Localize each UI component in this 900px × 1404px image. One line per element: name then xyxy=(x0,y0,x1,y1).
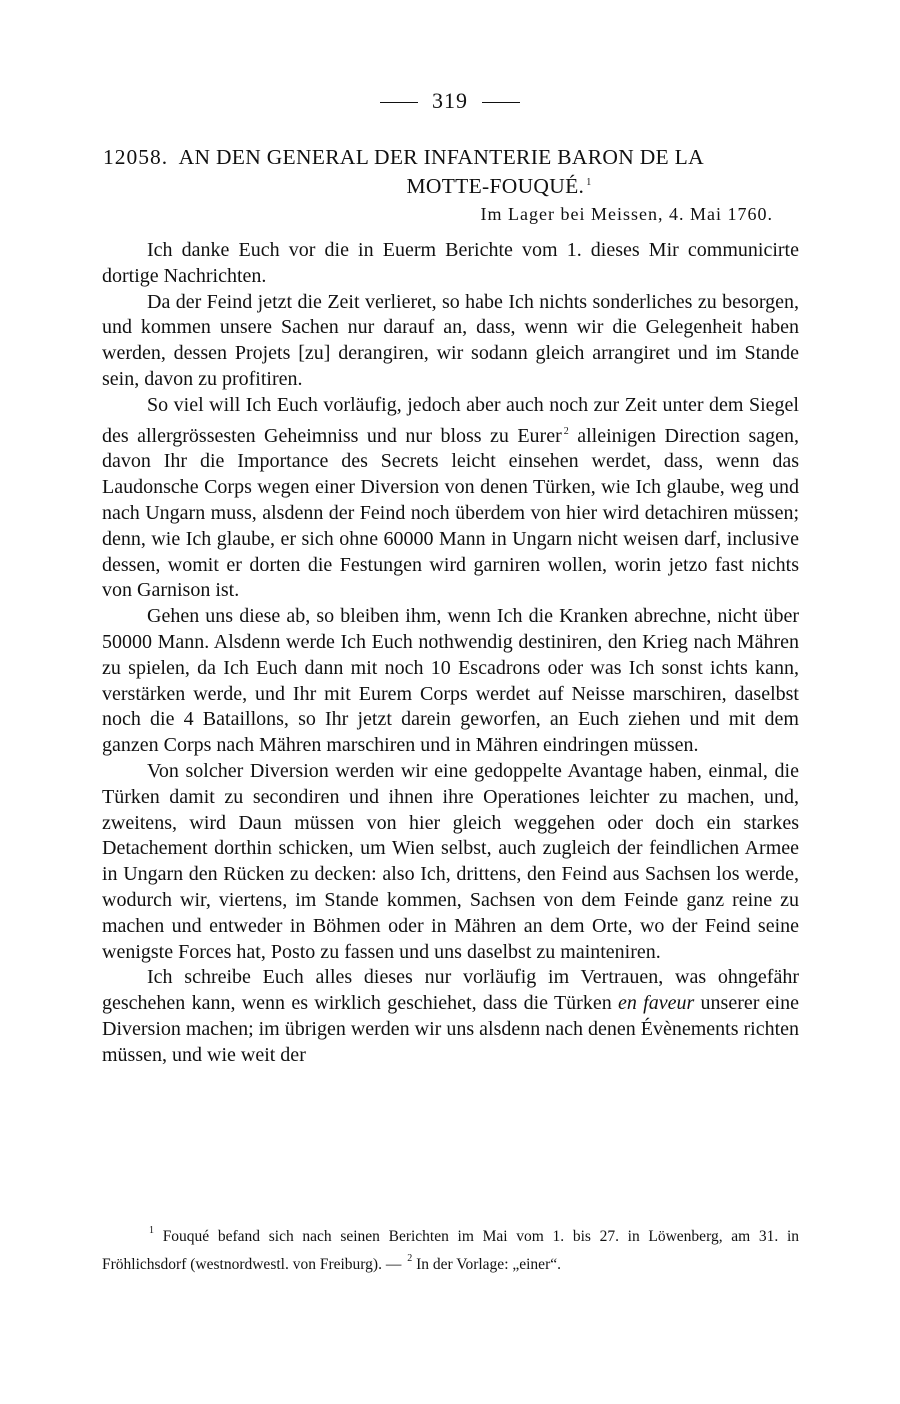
footnote-2-text: In der Vorlage: „einer“. xyxy=(416,1255,561,1273)
footnote-2-mark: 2 xyxy=(407,1252,413,1264)
paragraph-6-part-2: unserer eine Diversion machen; im übrigen werden wir uns alsdenn nach denen Évènements richten müssen, und wie weit der xyxy=(102,992,800,1066)
paragraph-5: Von solcher Diversion werden wir eine gedoppelte Avantage haben, einmal, die Türken damit zu secondiren und ihnen ihre Operationes leichter zu machen, und, zweitens, wird Daun müssen von hier gleich weggehen oder doch ein starkes Detachement dorthin schicken, um Wien selbst, auch zugleich der feindlichen Armee in Ungarn den Rücken zu decken: also Ich, drittens, den Feind aus Sachsen los werde, wodurch wir, viertens, im Stande kommen, Sachsen von dem Feinde ganz reine zu machen und entweder in Böhmen oder in Mähren an dem Orte, wo der Feind seine wenigste Forces hat, Posto zu fassen und uns daselbst zu mainteniren. xyxy=(102,759,799,963)
footnote-1-text: Fouqué befand sich nach seinen Berichten im Mai vom 1. bis 27. in Löwenberg, am 31. in Fröhlichsdorf (westnordwestl. von Freiburg). — xyxy=(102,1228,799,1273)
heading-title-1: AN DEN GENERAL DER INFANTERIE BARON DE LA xyxy=(178,145,704,169)
letter-body xyxy=(102,238,799,1069)
paragraph-6-part-1: Ich schreibe Euch alles dieses nur vorläufig im Vertrauen, was ohngefähr geschehen kann, wenn es wirklich geschiehet, dass die Türken xyxy=(102,966,799,1015)
page-number xyxy=(0,88,900,114)
heading-line-1 xyxy=(103,144,803,170)
paragraph-3-part-2: alleinigen Direction sagen, davon Ihr die Importance des Secrets leicht einsehen werdet, dass, wenn das Laudonsche Corps wegen einer Diversion von denen Türken, wie Ich glaube, weg und nach Ungarn muss, alsdenn der Feind noch überdem von hier wird detachiren müssen; denn, wie Ich glaube, er sich ohne 60000 Mann in Ungarn nicht weisen darf, inclusive dessen, womit er dorten die Festungen wird garniren wollen, worin jetzo fast nichts von Garnison ist. xyxy=(102,424,800,602)
heading-line-2 xyxy=(103,170,803,199)
page-number-text: 319 xyxy=(432,88,468,113)
paragraph-3-part-1: So viel will Ich Euch vorläufig, jedoch aber auch noch zur Zeit unter dem Siegel des allergrössesten Geheimniss und nur bloss zu Eurer xyxy=(102,393,799,447)
paragraph-4: Gehen uns diese ab, so bleiben ihm, wenn Ich die Kranken abrechne, nicht über 50000 Mann. Alsdenn werde Ich Euch nothwendig destiniren, den Krieg nach Mähren zu spielen, da Ich Euch dann mit noch 10 Escadrons oder was Ich sonst ichts kann, verstärken werde, und Ihr mit Eurem Corps werdet auf Neisse marschiren, daselbst noch die 4 Bataillons, so Ihr jetzt darein geworfen, an Euch ziehen und mit dem ganzen Corps nach Mähren marschiren und in Mähren eindringen müssen. xyxy=(102,605,799,757)
paragraph-3 xyxy=(102,393,799,604)
dash-right xyxy=(482,102,520,103)
footnote-1-mark: 1 xyxy=(149,1225,154,1236)
footnote-mark-2: 2 xyxy=(563,425,569,437)
paragraph-1: Ich danke Euch vor die in Euerm Berichte vom 1. dieses Mir communicirte dortige Nachrichten. xyxy=(102,239,799,287)
paragraph-2: Da der Feind jetzt die Zeit verlieret, so habe Ich nichts sonderliches zu besorgen, und kommen unsere Sachen nur darauf an, dass, wenn wir die Gelegenheit haben werden, dessen Projets [zu] derangiren, wir sodann gleich arrangiret und im Stande sein, davon zu profitiren. xyxy=(102,290,799,390)
italic-phrase: en faveur xyxy=(618,992,695,1015)
paragraph-6 xyxy=(102,965,799,1068)
dash-left xyxy=(380,102,418,103)
letter-heading xyxy=(103,144,803,199)
letter-number: 12058. xyxy=(103,145,169,169)
footnotes xyxy=(102,1220,799,1275)
heading-footnote-mark: 1 xyxy=(586,177,592,188)
dateline: Im Lager bei Meissen, 4. Mai 1760. xyxy=(480,204,773,224)
heading-title-2: MOTTE-FOUQUÉ. xyxy=(406,174,585,198)
